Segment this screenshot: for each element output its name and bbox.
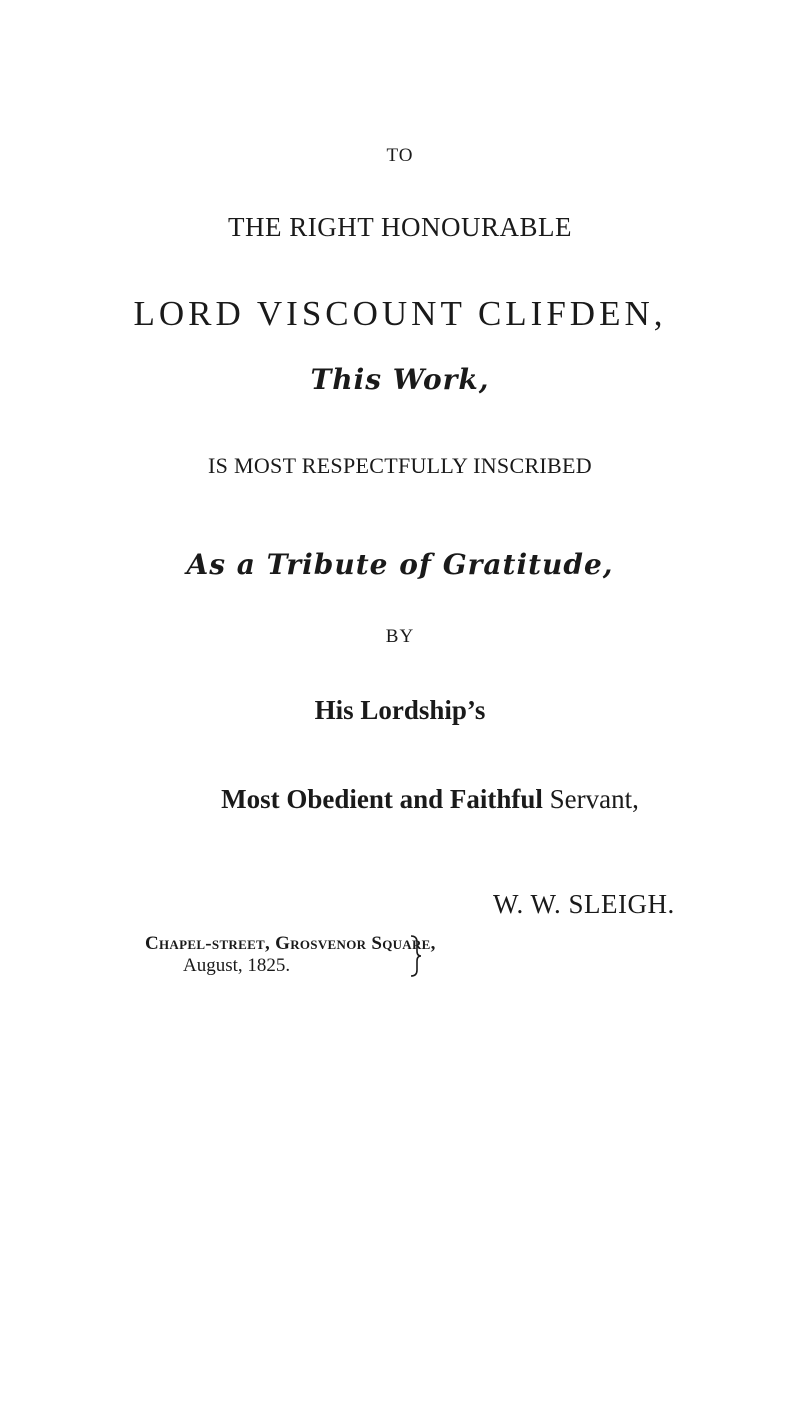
inscribed-line: IS MOST RESPECTFULLY INSCRIBED [208, 453, 592, 478]
author-signature: W. W. SLEIGH. [493, 889, 675, 919]
servant-bold-text: Most Obedient and Faithful [221, 784, 543, 814]
tribute-line: As a Tribute of Gratitude, [186, 548, 614, 581]
addressee-name: LORD VISCOUNT CLIFDEN, [133, 294, 667, 333]
servant-text: Servant, [549, 784, 639, 814]
address-street: Chapel-street, Grosvenor Square, [145, 933, 436, 954]
dedication-to: TO [386, 145, 414, 166]
by-line: BY [385, 626, 415, 647]
this-work-heading: This Work, [310, 363, 490, 396]
right-brace-icon [409, 934, 423, 978]
addressee-honorific: THE RIGHT HONOURABLE [228, 212, 572, 242]
lordships-line: His Lordship’s [314, 695, 486, 725]
address-date: August, 1825. [183, 955, 291, 976]
servant-line [30, 784, 800, 815]
address-block [145, 933, 436, 977]
